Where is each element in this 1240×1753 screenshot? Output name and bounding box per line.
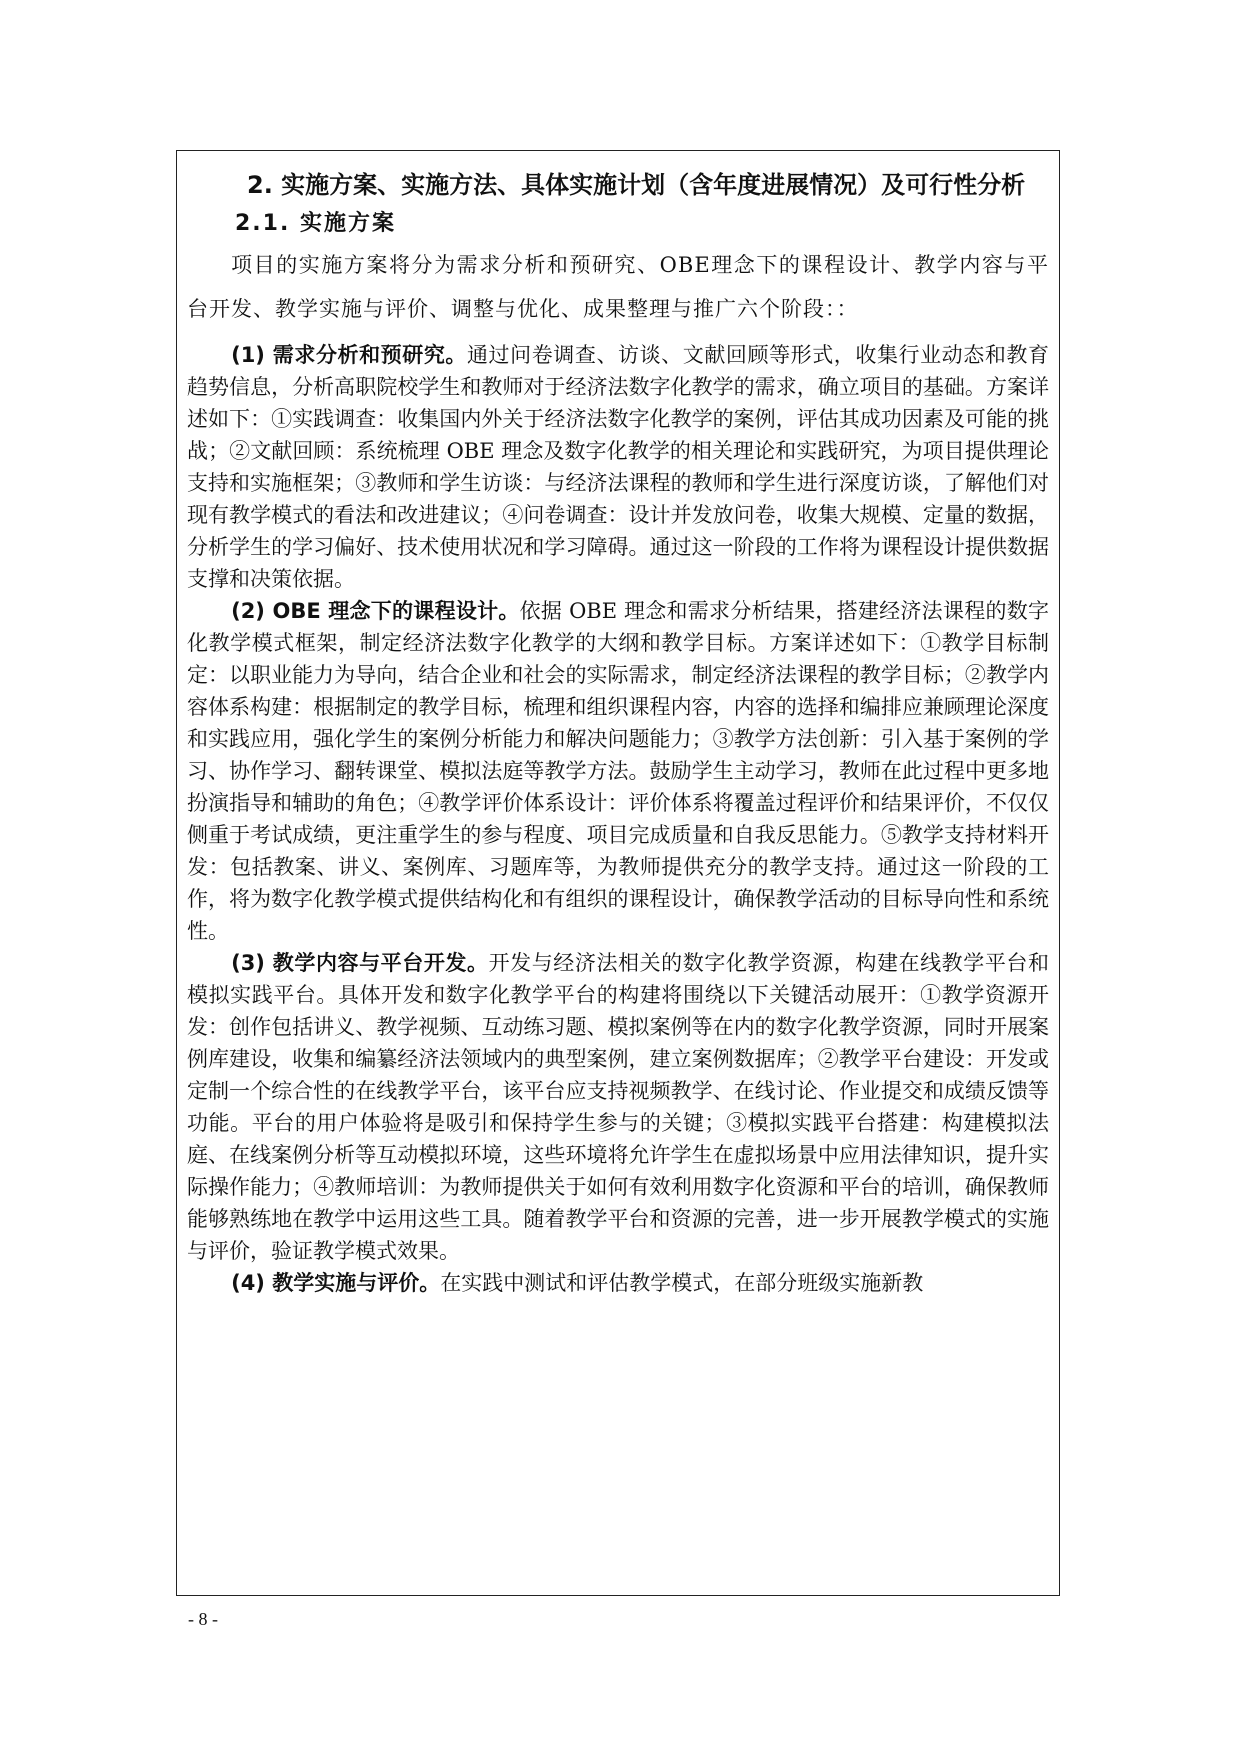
stage-paragraph-1 [187, 339, 1049, 595]
section-heading: 2. 实施方案、实施方法、具体实施计划（含年度进展情况）及可行性分析 [247, 171, 1026, 199]
stage-label-4: (4) 教学实施与评价。 [231, 1271, 441, 1295]
stage-paragraph-3 [187, 947, 1049, 1267]
stage-paragraph-4 [187, 1267, 1049, 1299]
stage-text-2: 依据 OBE 理念和需求分析结果，搭建经济法课程的数字化教学模式框架，制定经济法数字化教学的大纲和教学目标。方案详述如下：①教学目标制定：以职业能力为导向，结合企业和社会的实际需求，制定经济法课程的教学目标；②教学内容体系构建：根据制定的教学目标，梳理和组织课程内容，内容的选择和编排应兼顾理论深度和实践应用，强化学生的案例分析能力和解决问题能力；③教学方法创新：引入基于案例的学习、协作学习、翻转课堂、模拟法庭等教学方法。鼓励学生主动学习，教师在此过程中更多地扮演指导和辅助的角色；④教学评价体系设计：评价体系将覆盖过程评价和结果评价，不仅仅侧重于考试成绩，更注重学生的参与程度、项目完成质量和自我反思能力。⑤教学支持材料开发：包括教案、讲义、案例库、习题库等，为教师提供充分的教学支持。通过这一阶段的工作，将为数字化教学模式提供结构化和有组织的课程设计，确保教学活动的目标导向性和系统性。 [187, 599, 1049, 943]
stage-paragraph-2 [187, 595, 1049, 947]
intro-paragraph: 项目的实施方案将分为需求分析和预研究、OBE理念下的课程设计、教学内容与平台开发、教学实施与评价、调整与优化、成果整理与推广六个阶段：： [187, 253, 1049, 321]
page-number: - 8 - [188, 1609, 218, 1629]
stage-label-2: (2) OBE 理念下的课程设计。 [231, 599, 520, 623]
stage-text-1: 通过问卷调查、访谈、文献回顾等形式，收集行业动态和教育趋势信息，分析高职院校学生和教师对于经济法数字化教学的需求，确立项目的基础。方案详述如下：①实践调查：收集国内外关于经济法数字化教学的案例，评估其成功因素及可能的挑战；②文献回顾：系统梳理 OBE 理念及数字化教学的相关理论和实践研究，为项目提供理论支持和实施框架；③教师和学生访谈：与经济法课程的教师和学生进行深度访谈，了解他们对现有教学模式的看法和改进建议；④问卷调查：设计并发放问卷，收集大规模、定量的数据，分析学生的学习偏好、技术使用状况和学习障碍。通过这一阶段的工作将为课程设计提供数据支撑和决策依据。 [187, 343, 1049, 591]
stage-label-1: (1) 需求分析和预研究。 [231, 343, 467, 367]
stage-label-3: (3) 教学内容与平台开发。 [231, 951, 489, 975]
subsection-heading: 2.1. 实施方案 [235, 211, 396, 236]
stage-text-4: 在实践中测试和评估教学模式，在部分班级实施新教 [440, 1271, 924, 1295]
stage-text-3: 开发与经济法相关的数字化教学资源，构建在线教学平台和模拟实践平台。具体开发和数字化教学平台的构建将围绕以下关键活动展开：①教学资源开发：创作包括讲义、教学视频、互动练习题、模拟案例等在内的数字化教学资源，同时开展案例库建设，收集和编纂经济法领域内的典型案例，建立案例数据库；②教学平台建设：开发或定制一个综合性的在线教学平台，该平台应支持视频教学、在线讨论、作业提交和成绩反馈等功能。平台的用户体验将是吸引和保持学生参与的关键；③模拟实践平台搭建：构建模拟法庭、在线案例分析等互动模拟环境，这些环境将允许学生在虚拟场景中应用法律知识，提升实际操作能力；④教师培训：为教师提供关于如何有效利用数字化资源和平台的培训，确保教师能够熟练地在教学中运用这些工具。随着教学平台和资源的完善，进一步开展教学模式的实施与评价，验证教学模式效果。 [187, 951, 1049, 1263]
content-frame [176, 150, 1060, 1596]
